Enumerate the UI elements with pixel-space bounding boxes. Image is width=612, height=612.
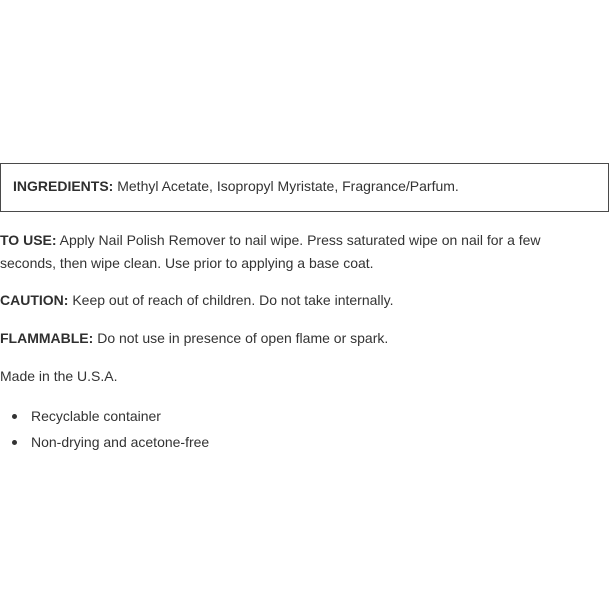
caution-label: CAUTION: xyxy=(0,292,69,308)
bullet-icon xyxy=(12,414,17,419)
bullet-icon xyxy=(12,440,17,445)
flammable-text: Do not use in presence of open flame or spark. xyxy=(93,330,389,346)
to-use-line-1 xyxy=(0,232,541,248)
ingredients-text xyxy=(13,178,459,194)
to-use-line-2 xyxy=(0,255,374,271)
features-list xyxy=(12,403,209,455)
ingredients-box xyxy=(0,163,609,212)
list-item xyxy=(12,429,209,455)
origin-line: Made in the U.S.A. xyxy=(0,368,118,384)
feature-text: Recyclable container xyxy=(31,408,161,424)
ingredients-label: INGREDIENTS: xyxy=(13,178,114,194)
feature-text: Non-drying and acetone-free xyxy=(31,434,210,450)
to-use-text-2: seconds, then wipe clean. Use prior to applying a base coat. xyxy=(0,255,374,271)
caution-text: Keep out of reach of children. Do not take internally. xyxy=(68,292,394,308)
list-item xyxy=(12,403,209,429)
ingredients-list: Methyl Acetate, Isopropyl Myristate, Fragrance/Parfum. xyxy=(113,178,459,194)
caution-line xyxy=(0,292,393,308)
to-use-label: TO USE: xyxy=(0,232,57,248)
flammable-line xyxy=(0,330,388,346)
flammable-label: FLAMMABLE: xyxy=(0,330,94,346)
to-use-text-1: Apply Nail Polish Remover to nail wipe. Press saturated wipe on nail for a few xyxy=(56,232,541,248)
